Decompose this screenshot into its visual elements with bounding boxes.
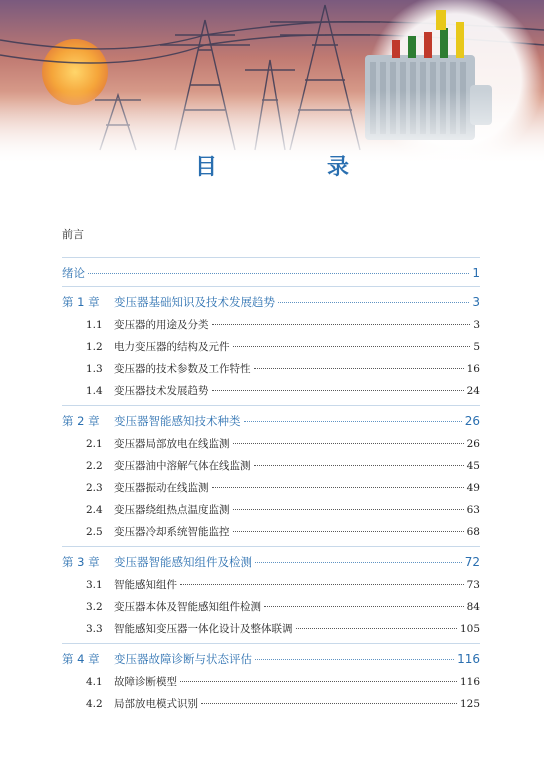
toc-section-entry[interactable] bbox=[86, 674, 480, 689]
section-number: 1.2 bbox=[86, 341, 103, 353]
page-number: 73 bbox=[466, 579, 480, 591]
section-title: 变压器局部放电在线监测 bbox=[114, 438, 230, 450]
chapter-divider bbox=[62, 257, 480, 258]
page-title: 目 录 bbox=[194, 155, 393, 180]
dot-leader bbox=[180, 681, 457, 682]
section-title: 变压器的技术参数及工作特性 bbox=[114, 363, 251, 375]
section-number: 2.1 bbox=[86, 438, 103, 450]
sunset-power-lines-illustration bbox=[0, 0, 544, 165]
page-number: 116 bbox=[459, 676, 480, 688]
dot-leader bbox=[254, 465, 464, 466]
page-number: 125 bbox=[459, 698, 480, 710]
section-number: 1.4 bbox=[86, 385, 103, 397]
chapter-title: 变压器智能感知组件及检测 bbox=[114, 555, 252, 569]
entry-title: 绪论 bbox=[62, 266, 85, 280]
toc-section-entry[interactable] bbox=[86, 339, 480, 354]
toc-section-entry[interactable] bbox=[86, 599, 480, 614]
chapter-divider bbox=[62, 405, 480, 406]
chapter-divider bbox=[62, 546, 480, 547]
section-number: 2.3 bbox=[86, 482, 103, 494]
dot-leader bbox=[233, 509, 464, 510]
dot-leader bbox=[212, 487, 464, 488]
section-number: 2.2 bbox=[86, 460, 103, 472]
dot-leader bbox=[244, 421, 462, 422]
section-title: 故障诊断模型 bbox=[114, 676, 177, 688]
chapter-number: 第 2 章 bbox=[62, 414, 100, 428]
dot-leader bbox=[255, 562, 462, 563]
page-number: 1 bbox=[472, 266, 480, 280]
chapter-number: 第 4 章 bbox=[62, 652, 100, 666]
dot-leader bbox=[212, 324, 471, 325]
page-number: 72 bbox=[464, 555, 480, 569]
page-number: 26 bbox=[464, 414, 480, 428]
chapter-divider bbox=[62, 643, 480, 644]
toc-intro-entry[interactable] bbox=[62, 265, 480, 281]
dot-leader bbox=[180, 584, 464, 585]
toc-section-entry[interactable] bbox=[86, 577, 480, 592]
toc-section-entry[interactable] bbox=[86, 480, 480, 495]
dot-leader bbox=[201, 703, 457, 704]
page-number: 24 bbox=[466, 385, 480, 397]
section-number: 4.1 bbox=[86, 676, 103, 688]
toc-chapter-entry[interactable] bbox=[62, 294, 480, 310]
dot-leader bbox=[254, 368, 464, 369]
toc-section-entry[interactable] bbox=[86, 458, 480, 473]
section-number: 4.2 bbox=[86, 698, 103, 710]
section-title: 智能感知变压器一体化设计及整体联调 bbox=[114, 623, 293, 635]
dot-leader bbox=[278, 302, 469, 303]
section-number: 3.3 bbox=[86, 623, 103, 635]
chapter-title: 变压器智能感知技术种类 bbox=[114, 414, 241, 428]
dot-leader bbox=[212, 390, 464, 391]
page-number: 68 bbox=[466, 526, 480, 538]
section-number: 3.1 bbox=[86, 579, 103, 591]
section-title: 智能感知组件 bbox=[114, 579, 177, 591]
dot-leader bbox=[264, 606, 464, 607]
page-number: 45 bbox=[466, 460, 480, 472]
toc-section-entry[interactable] bbox=[86, 502, 480, 517]
toc-chapter-entry[interactable] bbox=[62, 554, 480, 570]
toc-preface: 前言 bbox=[62, 228, 84, 241]
section-number: 1.1 bbox=[86, 319, 103, 331]
chapter-number: 第 1 章 bbox=[62, 295, 100, 309]
section-title: 变压器油中溶解气体在线监测 bbox=[114, 460, 251, 472]
page-number: 49 bbox=[466, 482, 480, 494]
page-number: 26 bbox=[466, 438, 480, 450]
page-number: 3 bbox=[473, 319, 480, 331]
header-banner bbox=[0, 0, 544, 165]
section-number: 1.3 bbox=[86, 363, 103, 375]
section-number: 3.2 bbox=[86, 601, 103, 613]
toc-section-entry[interactable] bbox=[86, 361, 480, 376]
toc-section-entry[interactable] bbox=[86, 621, 480, 636]
dot-leader bbox=[255, 659, 454, 660]
section-title: 变压器技术发展趋势 bbox=[114, 385, 209, 397]
toc-section-entry[interactable] bbox=[86, 696, 480, 711]
section-title: 变压器本体及智能感知组件检测 bbox=[114, 601, 261, 613]
page-number: 105 bbox=[459, 623, 480, 635]
section-title: 电力变压器的结构及元件 bbox=[114, 341, 230, 353]
page-number: 84 bbox=[466, 601, 480, 613]
section-number: 2.5 bbox=[86, 526, 103, 538]
section-title: 变压器冷却系统智能监控 bbox=[114, 526, 230, 538]
section-title: 局部放电模式识别 bbox=[114, 698, 198, 710]
toc-section-entry[interactable] bbox=[86, 436, 480, 451]
section-title: 变压器振动在线监测 bbox=[114, 482, 209, 494]
chapter-divider bbox=[62, 286, 480, 287]
section-title: 变压器的用途及分类 bbox=[114, 319, 209, 331]
toc-section-entry[interactable] bbox=[86, 317, 480, 332]
page-number: 63 bbox=[466, 504, 480, 516]
toc-chapter-entry[interactable] bbox=[62, 413, 480, 429]
chapter-title: 变压器基础知识及技术发展趋势 bbox=[114, 295, 275, 309]
dot-leader bbox=[233, 531, 464, 532]
dot-leader bbox=[296, 628, 457, 629]
dot-leader bbox=[233, 443, 464, 444]
toc-chapter-entry[interactable] bbox=[62, 651, 480, 667]
section-number: 2.4 bbox=[86, 504, 103, 516]
chapter-number: 第 3 章 bbox=[62, 555, 100, 569]
page-number: 16 bbox=[466, 363, 480, 375]
dot-leader bbox=[233, 346, 471, 347]
dot-leader bbox=[88, 273, 469, 274]
page-number: 116 bbox=[457, 652, 480, 666]
toc-section-entry[interactable] bbox=[86, 524, 480, 539]
page-number: 5 bbox=[473, 341, 480, 353]
chapter-title: 变压器故障诊断与状态评估 bbox=[114, 652, 252, 666]
page-number: 3 bbox=[472, 295, 480, 309]
toc-section-entry[interactable] bbox=[86, 383, 480, 398]
section-title: 变压器绕组热点温度监测 bbox=[114, 504, 230, 516]
